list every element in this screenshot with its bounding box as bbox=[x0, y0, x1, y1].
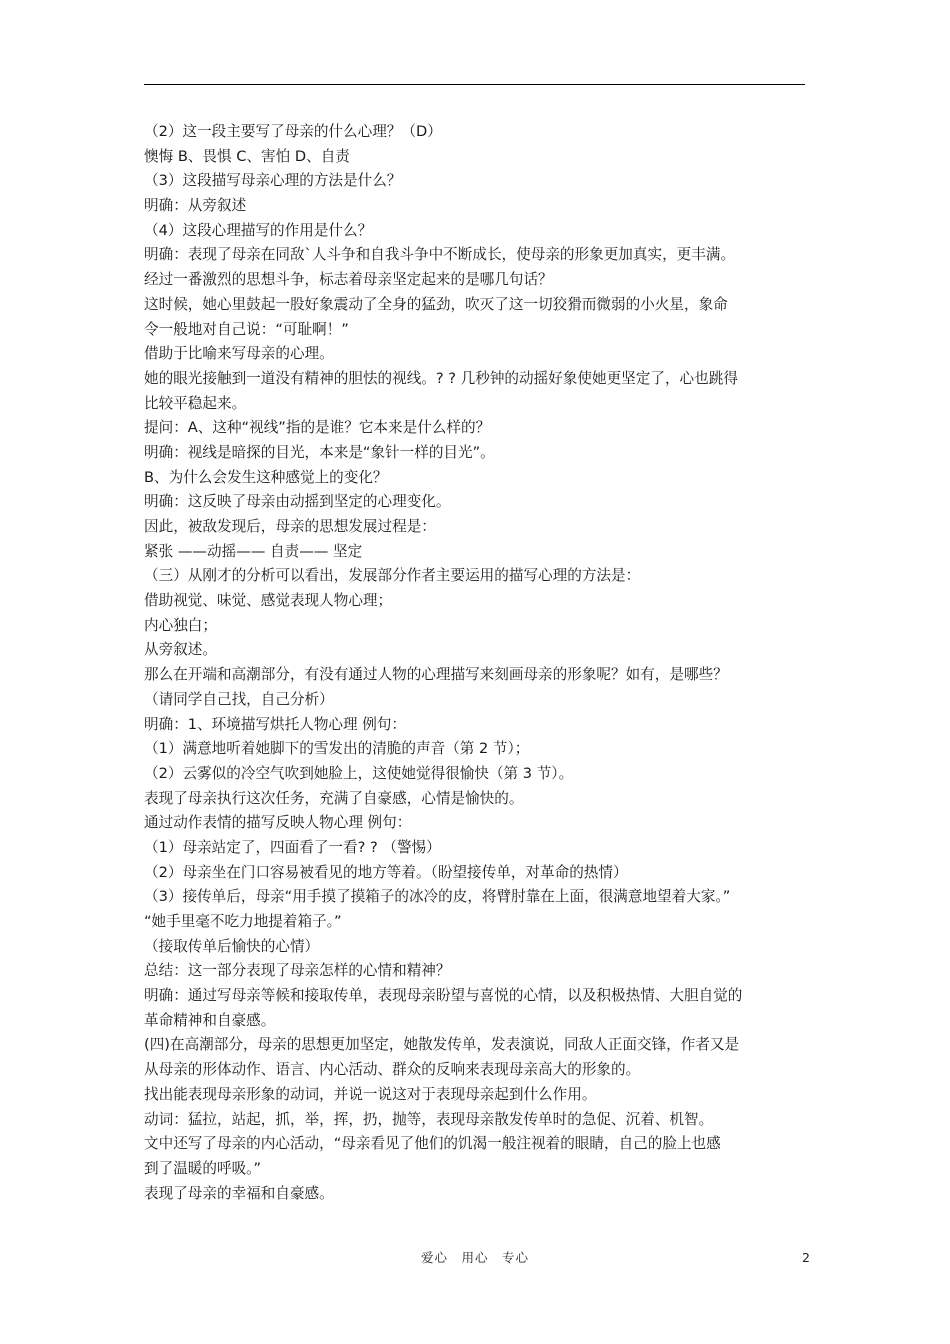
text-line: 表现了母亲执行这次任务，充满了自豪感，心情是愉快的。 bbox=[144, 789, 524, 807]
text-line: 从旁叙述。 bbox=[144, 641, 217, 659]
text-line: “她手里毫不吃力地提着箱子。” bbox=[144, 913, 342, 930]
text-line: 动词：猛拉，站起，抓，举，挥，扔，抛等，表现母亲散发传单时的急促、沉着、机智。 bbox=[144, 1110, 714, 1128]
text-line: （1）母亲站定了，四面看了一看? ? （警惕） bbox=[144, 838, 441, 856]
text-line: B、为什么会发生这种感觉上的变化？ bbox=[144, 468, 388, 486]
text-line: 明确：从旁叙述 bbox=[144, 197, 247, 215]
text-line: （3）这段描写母亲心理的方法是什么？ bbox=[144, 172, 402, 190]
text-line: 因此，被敌发现后，母亲的思想发展过程是： bbox=[144, 518, 436, 535]
text-line: （2）这一段主要写了母亲的什么心理？（D） bbox=[144, 123, 442, 140]
text-line: 总结：这一部分表现了母亲怎样的心情和精神？ bbox=[144, 962, 451, 980]
text-line: 借助于比喻来写母亲的心理。 bbox=[144, 345, 334, 363]
header-rule bbox=[144, 84, 805, 85]
text-line: （3）接传单后，母亲“用手摸了摸箱子的冰冷的皮，将臂肘靠在上面，很满意地望着大家。” bbox=[144, 888, 731, 906]
text-line: 提问：A、这种“视线”指的是谁？它本来是什么样的？ bbox=[144, 419, 491, 437]
text-line: 明确：这反映了母亲由动摇到坚定的心理变化。 bbox=[144, 493, 451, 511]
text-line: （2）云雾似的冷空气吹到她脸上，这使她觉得很愉快（第 3 节）。 bbox=[144, 764, 574, 782]
text-line: (四)在高潮部分，母亲的思想更加坚定，她散发传单，发表演说，同敌人正面交锋，作者又是 bbox=[144, 1036, 740, 1054]
text-line: 明确：通过写母亲等候和接取传单，表现母亲盼望与喜悦的心情，以及积极热情、大胆自觉的 bbox=[144, 987, 743, 1005]
footer-motto: 爱心 用心 专心 bbox=[420, 1250, 529, 1265]
text-line: （4）这段心理描写的作用是什么？ bbox=[144, 221, 373, 239]
text-line: 从母亲的形体动作、语言、内心活动、群众的反响来表现母亲高大的形象的。 bbox=[144, 1061, 641, 1079]
text-line: （三）从刚才的分析可以看出，发展部分作者主要运用的描写心理的方法是： bbox=[144, 567, 641, 585]
text-line: 她的眼光接触到一道没有精神的胆怯的视线。? ? 几秒钟的动摇好象使她更坚定了，心也跳得 bbox=[144, 369, 738, 387]
text-line: 经过一番激烈的思想斗争，标志着母亲坚定起来的是哪几句话？ bbox=[144, 271, 553, 289]
text-line: 借助视觉、味觉、感觉表现人物心理； bbox=[144, 592, 393, 610]
text-line: 到了温暖的呼吸。” bbox=[144, 1159, 262, 1177]
text-line: 令一般地对自己说：“可耻啊！” bbox=[144, 320, 349, 338]
text-line: 明确：表现了母亲在同敌`人斗争和自我斗争中不断成长，使母亲的形象更加真实，更丰满。 bbox=[144, 246, 736, 264]
text-line: 明确：视线是暗探的目光，本来是“象针一样的目光”。 bbox=[144, 443, 495, 461]
text-line: （2）母亲坐在门口容易被看见的地方等着。（盼望接传单，对革命的热情） bbox=[144, 863, 628, 881]
text-line: 内心独白； bbox=[144, 616, 217, 634]
text-line: 那么在开端和高潮部分，有没有通过人物的心理描写来刻画母亲的形象呢？如有，是哪些？ bbox=[144, 666, 728, 684]
page-number: 2 bbox=[802, 1250, 810, 1265]
text-line: 明确：1、环境描写烘托人物心理 例句： bbox=[144, 715, 407, 733]
text-line: 懊悔 B、畏惧 C、害怕 D、自责 bbox=[144, 147, 350, 165]
text-line: 这时候，她心里鼓起一股好象震动了全身的猛劲，吹灭了这一切狡猾而微弱的小火星，象命 bbox=[144, 295, 728, 313]
text-line: 紧张 ——动摇—— 自责—— 坚定 bbox=[144, 542, 363, 560]
document-body bbox=[144, 120, 809, 1206]
text-line: 通过动作表情的描写反映人物心理 例句： bbox=[144, 814, 412, 832]
text-line: 文中还写了母亲的内心活动，“母亲看见了他们的饥渴一般注视着的眼睛，自己的脸上也感 bbox=[144, 1135, 721, 1153]
text-line: （接取传单后愉快的心情） bbox=[144, 937, 320, 955]
text-line: 比较平稳起来。 bbox=[144, 394, 247, 412]
text-line: 革命精神和自豪感。 bbox=[144, 1011, 276, 1029]
text-line: 表现了母亲的幸福和自豪感。 bbox=[144, 1184, 334, 1202]
text-line: （1）满意地听着她脚下的雪发出的清脆的声音（第 2 节）； bbox=[144, 740, 530, 758]
text-line: 找出能表现母亲形象的动词，并说一说这对于表现母亲起到什么作用。 bbox=[144, 1085, 597, 1103]
text-line: （请同学自己找，自己分析） bbox=[144, 690, 334, 708]
